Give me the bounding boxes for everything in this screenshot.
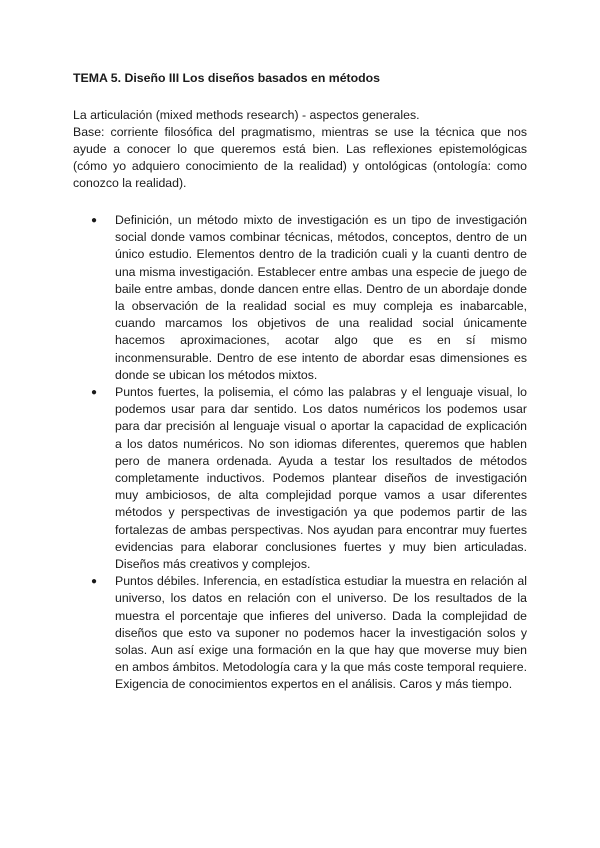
bullet-icon: ●: [91, 215, 98, 226]
intro-section: [73, 107, 527, 192]
bullet-weaknesses: [91, 573, 527, 693]
bullet-text: Puntos fuertes, la polisemia, el cómo las palabras y el lenguaje visual, lo podemos usar para dar sentido. Los datos numéricos los podemos usar para dar precisión al lenguaje visual o aportar la capacidad de explicación a los datos numéricos. No son idiomas diferentes, queremos que hablen pero de manera ordenada. Ayuda a testar los resultados de métodos completamente inductivos. Podemos plantear diseños de investigación muy ambiciosos, de alta complejidad porque vamos a usar diferentes métodos y perspectivas de investigación ya que podemos partir de las fortalezas de ambas perspectivas. Nos ayudan para encontrar muy fuertes evidencias para elaborar conclusiones fuertes y muy bien articuladas. Diseños más creativos y complejos.: [115, 385, 527, 572]
bullet-definition: [91, 212, 527, 384]
bullet-strengths: [91, 384, 527, 573]
bullet-text: Definición, un método mixto de investigación es un tipo de investigación social donde vamos combinar técnicas, métodos, conceptos, dentro de un único estudio. Elementos dentro de la tradición cuali y la cuanti dentro de una misma investigación. Establecer entre ambas una especie de juego de baile entre ambas, donde dancen entre ellas. Dentro de un abordaje donde la observación de la realidad social es muy compleja es inabarcable, cuando marcamos los objetivos de una realidad social únicamente hacemos aproximaciones, acotar algo que es en sí mismo inconmensurable. Dentro de ese intento de abordar esas dimensiones es donde se ubican los métodos mixtos.: [115, 213, 527, 382]
intro-heading: La articulación (mixed methods research) - aspectos generales.: [73, 108, 420, 122]
bullet-text: Puntos débiles. Inferencia, en estadística estudiar la muestra en relación al universo, los datos en relación con el universo. De los resultados de la muestra el porcentaje que infieres del universo. Dada la complejidad de diseños que esto va suponer no podemos hacer la investigación solos y solas. Aun así exige una formación en la que hay que moverse muy bien en ambos ámbitos. Metodología cara y la que más coste temporal requiere. Exigencia de conocimientos expertos en el análisis. Caros y más tiempo.: [115, 574, 527, 692]
bullet-list: [73, 212, 527, 694]
intro-paragraph: Base: corriente filosófica del pragmatismo, mientras se use la técnica que nos ayude a conocer lo que queremos está bien. Las reflexiones epistemológicas (cómo yo adquiero conocimiento de la realidad) y ontológicas (ontología: como conozco la realidad).: [73, 125, 527, 190]
bullet-icon: ●: [91, 576, 98, 588]
bullet-icon: ●: [91, 387, 98, 399]
document-title: TEMA 5. Diseño III Los diseños basados en métodos: [73, 71, 381, 85]
